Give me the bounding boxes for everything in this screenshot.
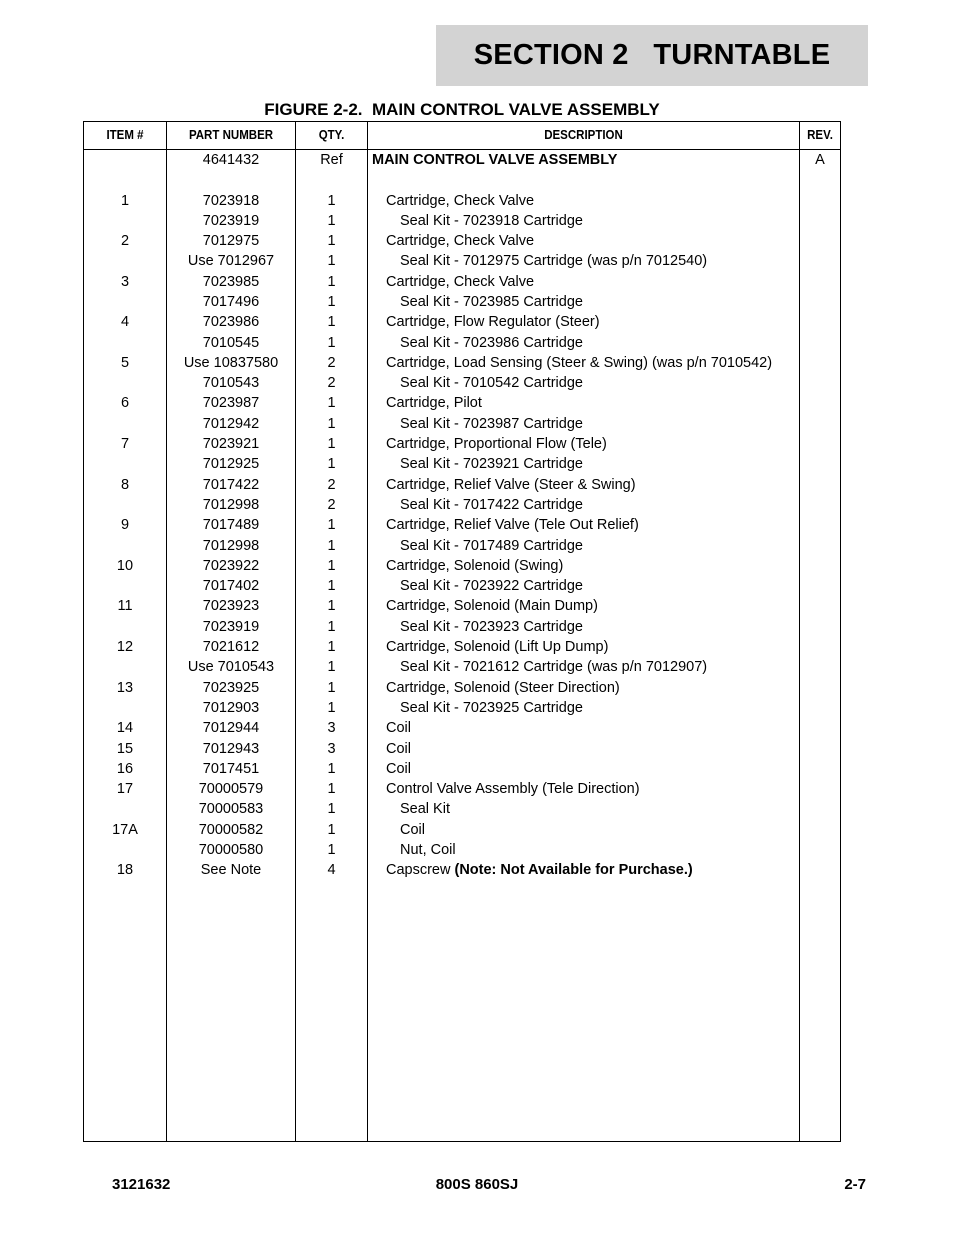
quantity: 1 [327, 760, 336, 777]
description [400, 576, 583, 596]
table-row [84, 556, 840, 576]
quantity: 3 [327, 720, 336, 737]
table-row [84, 718, 840, 738]
description [400, 454, 583, 474]
item-number: 8 [120, 476, 130, 493]
quantity: 1 [327, 821, 336, 838]
description [386, 393, 482, 413]
description-text: Seal Kit - 7017489 Cartridge [400, 537, 583, 554]
description [400, 657, 707, 677]
header-rev: REV. [807, 128, 833, 142]
description-text: Seal Kit - 7023923 Cartridge [400, 618, 583, 635]
description-text: Cartridge, Load Sensing (Steer & Swing) (was p/n 7010542) [386, 354, 773, 371]
description-text: Cartridge, Solenoid (Steer Direction) [386, 679, 620, 696]
table-row [84, 860, 840, 880]
description-text: Seal Kit - 7010542 Cartridge [400, 375, 583, 392]
part-number: Use 10837580 [183, 354, 279, 371]
description [386, 434, 607, 454]
description [386, 860, 693, 880]
table-row [84, 495, 840, 515]
description-text: Seal Kit - 7023985 Cartridge [400, 293, 583, 310]
description [400, 617, 583, 637]
quantity: 1 [327, 415, 336, 432]
part-number: 7023987 [202, 395, 260, 412]
table-row [84, 515, 840, 535]
description [386, 759, 411, 779]
description [400, 799, 450, 819]
part-number: 7023985 [202, 273, 260, 290]
revision: A [815, 152, 825, 168]
table-row [84, 576, 840, 596]
description [386, 475, 636, 495]
table-row [84, 739, 840, 759]
table-row [84, 637, 840, 657]
table-row [84, 211, 840, 231]
table-row [84, 799, 840, 819]
description-text: Cartridge, Proportional Flow (Tele) [386, 436, 607, 453]
description [400, 820, 425, 840]
quantity: 1 [327, 801, 336, 818]
description-text: Cartridge, Solenoid (Swing) [386, 557, 564, 574]
item-number: 11 [117, 598, 133, 615]
description [386, 739, 411, 759]
table-row [84, 820, 840, 840]
quantity: 1 [327, 842, 336, 858]
description-text: Cartridge, Relief Valve (Tele Out Relief) [386, 517, 639, 534]
quantity: 1 [327, 659, 336, 676]
item-number: 9 [120, 517, 130, 534]
part-number: Use 7012967 [187, 253, 275, 270]
description [400, 495, 583, 515]
quantity: 1 [327, 618, 336, 635]
table-row [84, 475, 840, 495]
quantity: 2 [327, 476, 336, 493]
item-number: 10 [116, 557, 134, 574]
item-number: 17 [116, 781, 134, 798]
description-text: Seal Kit - 7017422 Cartridge [400, 496, 583, 513]
table-row [84, 150, 840, 191]
quantity: 3 [327, 740, 336, 757]
part-number: 7012925 [202, 456, 260, 473]
quantity: 2 [327, 354, 336, 371]
quantity: 1 [327, 598, 336, 615]
table-row [84, 536, 840, 556]
description-text: Coil [386, 740, 411, 757]
description-text: Cartridge, Check Valve [386, 273, 535, 290]
description [386, 718, 411, 738]
description [386, 191, 534, 211]
description-text: Cartridge, Solenoid (Main Dump) [386, 598, 598, 615]
description-text: Cartridge, Check Valve [386, 233, 535, 250]
description-text: Cartridge, Solenoid (Lift Up Dump) [386, 639, 609, 656]
quantity: 1 [327, 192, 336, 209]
item-number: 4 [120, 314, 130, 331]
table-row [84, 678, 840, 698]
item-number: 14 [116, 720, 134, 737]
quantity: 2 [327, 375, 336, 392]
part-number: 7017489 [202, 517, 260, 534]
description-text: Coil [400, 821, 425, 838]
table-body [84, 150, 840, 881]
parts-table [83, 121, 841, 1142]
description-text: Seal Kit - 7023922 Cartridge [400, 578, 583, 595]
part-number: 7017422 [202, 476, 260, 493]
item-number: 17A [112, 821, 138, 838]
table-row [84, 251, 840, 271]
quantity: 4 [327, 862, 336, 879]
description-text: Seal Kit - 7021612 Cartridge (was p/n 7012907) [400, 659, 708, 676]
quantity: 1 [327, 314, 336, 331]
quantity: 1 [327, 253, 336, 270]
description-text: Seal Kit - 7023986 Cartridge [400, 334, 583, 351]
table-row [84, 698, 840, 718]
table-row [84, 454, 840, 474]
footer-page-number: 2-7 [844, 1176, 866, 1193]
description-text: Seal Kit - 7023925 Cartridge [400, 699, 583, 716]
description-text: Coil [386, 720, 411, 737]
description [386, 231, 534, 251]
description-text: Seal Kit - 7023987 Cartridge [400, 415, 583, 432]
table-row [84, 333, 840, 353]
part-number: 7023986 [202, 314, 260, 331]
item-number: 15 [116, 740, 134, 757]
description-text: Seal Kit - 7012975 Cartridge (was p/n 7012540) [400, 253, 708, 270]
description-text: Seal Kit [400, 801, 450, 818]
description [386, 515, 639, 535]
table-row [84, 373, 840, 393]
part-number: 7012942 [202, 415, 260, 432]
item-number: 5 [120, 354, 130, 371]
table-row [84, 434, 840, 454]
item-number: 18 [116, 862, 134, 879]
part-number: 7010545 [202, 334, 260, 351]
quantity: 1 [327, 395, 336, 412]
item-number: 16 [116, 760, 134, 777]
description-text: MAIN CONTROL VALVE ASSEMBLY [372, 152, 618, 168]
part-number: 7023919 [202, 618, 260, 635]
item-number: 7 [120, 436, 130, 453]
quantity: 1 [327, 781, 336, 798]
description-text: Cartridge, Flow Regulator (Steer) [386, 314, 600, 331]
description-text: Cartridge, Check Valve [386, 192, 535, 209]
table-row [84, 272, 840, 292]
description [400, 333, 583, 353]
description-text: Control Valve Assembly (Tele Direction) [386, 781, 640, 798]
header-item: ITEM # [106, 128, 144, 142]
part-number: 7012998 [202, 496, 260, 513]
figure-title: FIGURE 2-2. MAIN CONTROL VALVE ASSEMBLY [264, 100, 660, 119]
description [400, 840, 456, 860]
part-number: 7017496 [202, 293, 260, 310]
table-row [84, 617, 840, 637]
table-row [84, 353, 840, 373]
item-number: 6 [120, 395, 130, 412]
item-number: 13 [116, 679, 134, 696]
description [400, 373, 583, 393]
table-row [84, 393, 840, 413]
quantity: 1 [327, 233, 336, 250]
table-row [84, 779, 840, 799]
description [386, 779, 640, 799]
table-row [84, 596, 840, 616]
quantity: 1 [327, 537, 336, 554]
section-title: SECTION 2 TURNTABLE [436, 25, 868, 86]
description [386, 678, 620, 698]
quantity: 1 [327, 212, 336, 229]
description [400, 698, 583, 718]
quantity: 1 [327, 273, 336, 290]
quantity: 1 [327, 456, 336, 473]
table-row [84, 657, 840, 677]
description-text: Capscrew [386, 862, 455, 879]
part-number: 7012943 [202, 740, 260, 757]
part-number: 70000580 [198, 842, 264, 858]
description [400, 414, 583, 434]
description [386, 272, 534, 292]
description [400, 292, 583, 312]
description [386, 556, 563, 576]
description-text: Seal Kit - 7023921 Cartridge [400, 456, 583, 473]
footer-doc-number: 3121632 [112, 1176, 171, 1193]
quantity: 1 [327, 517, 336, 534]
part-number: 7023918 [202, 192, 260, 209]
part-number: 7017402 [202, 578, 260, 595]
description-text: Cartridge, Relief Valve (Steer & Swing) [386, 476, 636, 493]
part-number: 7012998 [202, 537, 260, 554]
table-row [84, 191, 840, 211]
item-number: 2 [120, 233, 130, 250]
footer-model: 800S 860SJ [435, 1176, 519, 1193]
part-number: 7012944 [202, 720, 260, 737]
quantity: 1 [327, 334, 336, 351]
table-row [84, 312, 840, 332]
quantity: 1 [327, 293, 336, 310]
quantity: 1 [327, 436, 336, 453]
part-number: 70000583 [198, 801, 264, 818]
description-text: Cartridge, Pilot [386, 395, 482, 412]
part-number: 7021612 [202, 639, 260, 656]
description [400, 211, 583, 231]
description-text: Seal Kit - 7023918 Cartridge [400, 212, 583, 229]
part-number: 4641432 [202, 152, 260, 168]
quantity: 2 [327, 496, 336, 513]
part-number: 7010543 [202, 375, 260, 392]
quantity: 1 [327, 699, 336, 716]
part-number: 70000582 [198, 821, 264, 838]
description [400, 536, 583, 556]
table-row [84, 414, 840, 434]
description-note: (Note: Not Available for Purchase.) [454, 862, 693, 879]
part-number: See Note [200, 862, 262, 879]
description [386, 637, 608, 657]
description [386, 312, 600, 332]
part-number: 7012903 [202, 699, 260, 716]
header-qty: QTY. [318, 128, 345, 142]
quantity: 1 [327, 679, 336, 696]
header-description: DESCRIPTION [544, 128, 623, 142]
quantity: 1 [327, 578, 336, 595]
table-row [84, 759, 840, 779]
table-row [84, 292, 840, 312]
part-number: 7017451 [202, 760, 260, 777]
description [372, 150, 617, 170]
quantity: 1 [327, 557, 336, 574]
part-number: 7023925 [202, 679, 260, 696]
description [386, 596, 598, 616]
table-row [84, 840, 840, 860]
part-number: 70000579 [198, 781, 264, 798]
quantity: Ref [320, 152, 343, 168]
description [400, 251, 707, 271]
description-text: Coil [386, 760, 411, 777]
description-text: Nut, Coil [400, 842, 456, 858]
item-number: 1 [120, 192, 130, 209]
item-number: 12 [116, 639, 134, 656]
item-number: 3 [120, 273, 130, 290]
part-number: 7012975 [202, 233, 260, 250]
part-number: 7023922 [202, 557, 260, 574]
table-row [84, 231, 840, 251]
part-number: 7023919 [202, 212, 260, 229]
part-number: Use 7010543 [187, 659, 275, 676]
part-number: 7023921 [202, 436, 260, 453]
description [386, 353, 772, 373]
header-part-number: PART NUMBER [188, 128, 274, 142]
part-number: 7023923 [202, 598, 260, 615]
quantity: 1 [327, 639, 336, 656]
